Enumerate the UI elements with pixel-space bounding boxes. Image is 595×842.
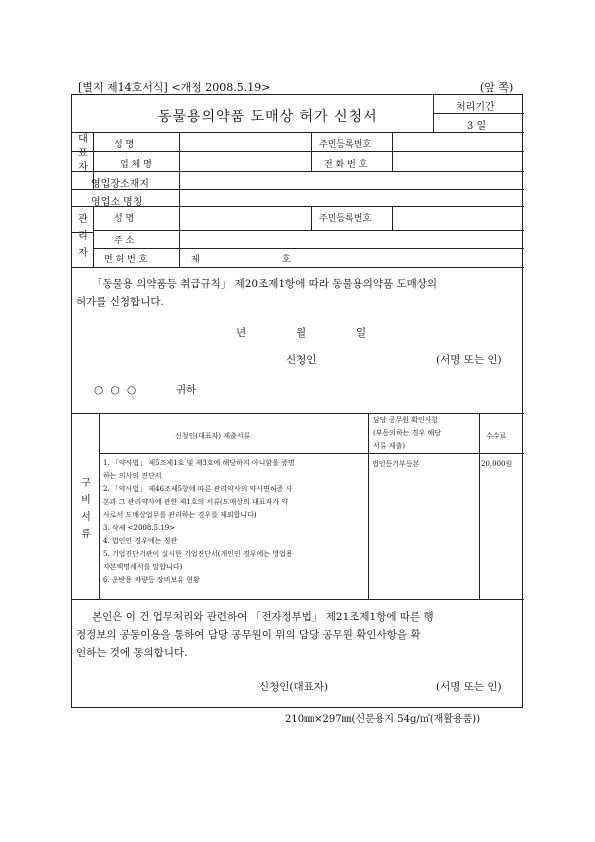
consent-signature-label: (서명 또는 인): [436, 681, 502, 693]
fee-value: 20,000원: [481, 460, 513, 468]
doc-item: 6. 운반용 차량등 장비보유 현황: [103, 576, 200, 584]
page-side-label: (앞 쪽): [480, 81, 514, 94]
application-text-line2: 허가를 신청합니다.: [76, 296, 164, 308]
applicant-label: 신청인: [286, 354, 317, 366]
application-form: [71, 94, 523, 708]
license-number-prefix: 제: [191, 255, 200, 265]
doc-item: 본과 그 관리약사에 관한 제1호의 서류(도매상의 대표자가 약: [103, 498, 289, 506]
date-year: 년: [236, 327, 247, 339]
recipient-name: ○ ○ ○: [94, 384, 139, 396]
doc-item: 3. 삭제 <2008.5.19>: [103, 524, 176, 532]
date-day: 일: [356, 327, 367, 339]
docs-header-fee: 수수료: [486, 432, 507, 440]
consent-line1: 본인은 이 건 업무처리와 관련하여 「전자정부법」 제21조제1항에 따른 행: [92, 611, 434, 623]
docs-header-applicant: 신청인(대표자) 제출서류: [175, 432, 251, 440]
consent-line2: 정정보의 공동이용을 통하여 담당 공무원이 위의 담당 공무원 확인사항을 확: [76, 629, 421, 641]
date-month: 월: [296, 327, 307, 339]
applicant-signature-label: (서명 또는 인): [436, 354, 502, 366]
consent-line3: 인하는 것에 동의합니다.: [76, 647, 188, 659]
official-check-item: 법인등기부등본: [372, 460, 420, 468]
docs-header-official-line1: 담당 공무원 확인사항: [373, 416, 439, 424]
doc-item: 5. 기업진단기관이 실시한 기업진단서(개인인 경우에는 영업용: [103, 550, 293, 558]
business-name-label: 업 체 명: [120, 160, 152, 170]
form-number-label: [별지 제14호서식] <개정 2008.5.19>: [78, 81, 271, 94]
docs-header-official-line3: 서류 제출): [373, 442, 406, 450]
form-title: 동물용의약품 도매상 허가 신청서: [158, 109, 378, 125]
license-number-suffix: 호: [282, 255, 291, 265]
manager-resident-number-label: 주민등록번호: [319, 214, 372, 224]
phone-label: 전 화 번 호: [324, 160, 368, 170]
name-label: 성 명: [114, 140, 135, 150]
doc-item: 1. 「약사법」 제5조제1호 및 제3호에 해당하지 아니함을 증명: [103, 459, 295, 467]
consent-applicant-label: 신청인(대표자): [259, 681, 329, 693]
business-address-label: 영업장소재지: [91, 179, 149, 190]
recipient-suffix: 귀하: [176, 384, 197, 396]
processing-period-label: 처리기간: [456, 102, 495, 113]
representative-label: 대 표 자: [78, 134, 88, 173]
manager-name-label: 성 명: [114, 214, 135, 224]
doc-item-list: [103, 457, 295, 587]
paper-spec-footer: 210㎜×297㎜(신문용지 54g/㎡(재활용품)): [285, 714, 481, 725]
doc-item: 2. 「약사법」 제46조제5항에 따른 관리약사의 약사면허증 사: [103, 485, 293, 493]
manager-address-label: 주 소: [114, 236, 135, 246]
resident-number-label: 주민등록번호: [319, 140, 372, 150]
processing-period-value: 3 일: [467, 121, 487, 132]
doc-item: 자본액명세서를 말합니다): [103, 563, 183, 571]
manager-label: 관 리 자: [78, 214, 88, 259]
application-text-line1: 「동물용 의약품등 취급규칙」 제20조제1항에 따라 동물용의약품 도매상의: [92, 278, 438, 290]
doc-item: 4. 법인인 경우에는 정관: [103, 537, 178, 545]
docs-header-official-line2: (부동의하는 경우 해당: [373, 429, 442, 437]
business-office-name-label: 영업소 명칭: [91, 197, 143, 208]
doc-item: 사로서 도매상업무를 관리하는 경우를 제외합니다): [103, 511, 257, 519]
license-number-label: 면 허 번 호: [104, 255, 148, 265]
documents-label: 구 비 서 류: [81, 478, 91, 540]
doc-item: 하는 의사의 진단서: [103, 472, 162, 480]
